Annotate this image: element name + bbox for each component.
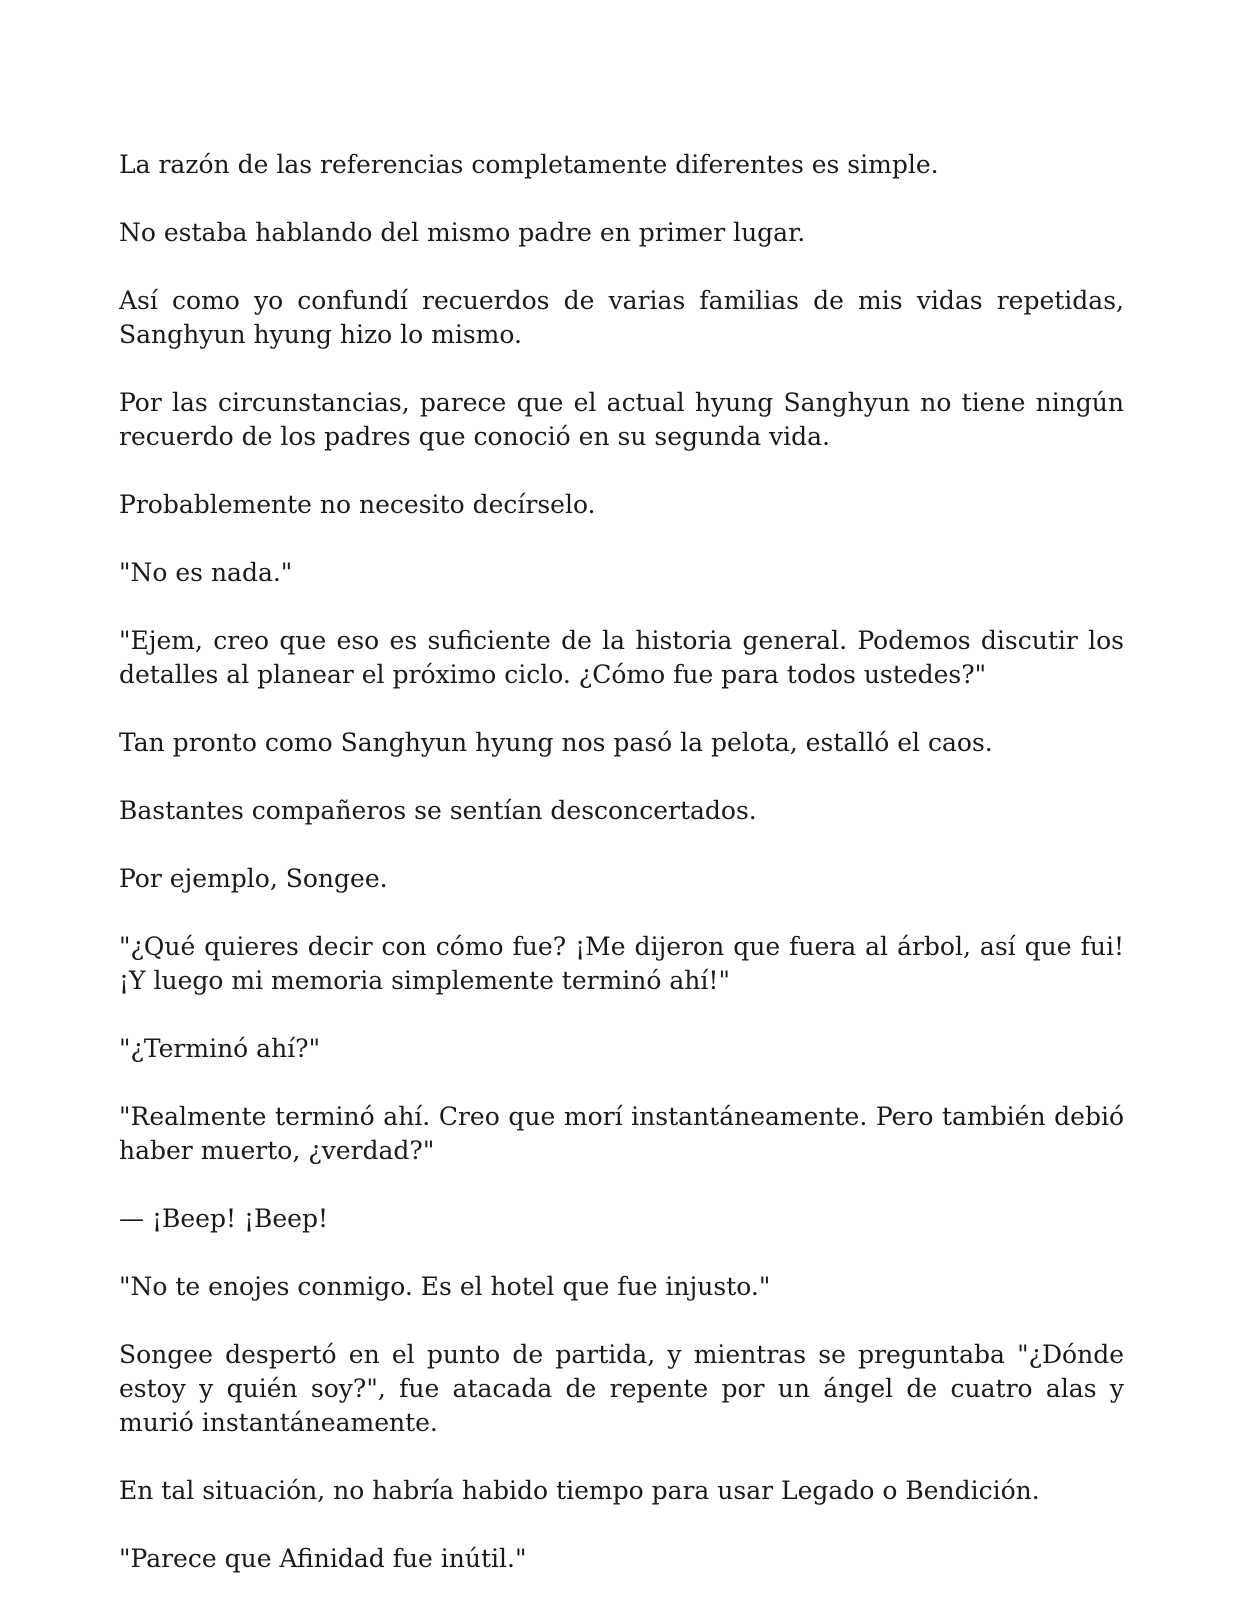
paragraph-10: Por ejemplo, Songee.: [119, 864, 388, 893]
paragraph-9: Bastantes compañeros se sentían desconcertados.: [119, 796, 757, 825]
paragraph-8: Tan pronto como Sanghyun hyung nos pasó la pelota, estalló el caos.: [119, 728, 993, 757]
paragraph-13: "Realmente terminó ahí. Creo que morí instantáneamente. Pero también debió haber muerto, ¿verdad?": [119, 1102, 1124, 1165]
paragraph-3: Así como yo confundí recuerdos de varias familias de mis vidas repetidas, Sanghyun hyung hizo lo mismo.: [119, 286, 1124, 349]
paragraph-7: "Ejem, creo que eso es suficiente de la historia general. Podemos discutir los detalles al planear el próximo ciclo. ¿Cómo fue para todos ustedes?": [119, 626, 1124, 689]
paragraph-2: No estaba hablando del mismo padre en primer lugar.: [119, 218, 806, 247]
paragraph-4: Por las circunstancias, parece que el actual hyung Sanghyun no tiene ningún recuerdo de los padres que conoció en su segunda vida.: [119, 388, 1124, 451]
document-body: [119, 148, 1124, 1610]
paragraph-18: "Parece que Afinidad fue inútil.": [119, 1544, 527, 1573]
paragraph-6: "No es nada.": [119, 558, 293, 587]
paragraph-12: "¿Terminó ahí?": [119, 1034, 321, 1063]
paragraph-5: Probablemente no necesito decírselo.: [119, 490, 596, 519]
paragraph-17: En tal situación, no habría habido tiempo para usar Legado o Bendición.: [119, 1476, 1040, 1505]
paragraph-1: La razón de las referencias completamente diferentes es simple.: [119, 150, 939, 179]
paragraph-16: Songee despertó en el punto de partida, y mientras se preguntaba "¿Dónde estoy y quién soy?", fue atacada de repente por un ángel de cuatro alas y murió instantáneamente.: [119, 1340, 1124, 1437]
paragraph-15: "No te enojes conmigo. Es el hotel que fue injusto.": [119, 1272, 771, 1301]
paragraph-14: — ¡Beep! ¡Beep!: [119, 1204, 329, 1233]
paragraph-11: "¿Qué quieres decir con cómo fue? ¡Me dijeron que fuera al árbol, así que fui! ¡Y luego mi memoria simplemente terminó ahí!": [119, 932, 1124, 995]
